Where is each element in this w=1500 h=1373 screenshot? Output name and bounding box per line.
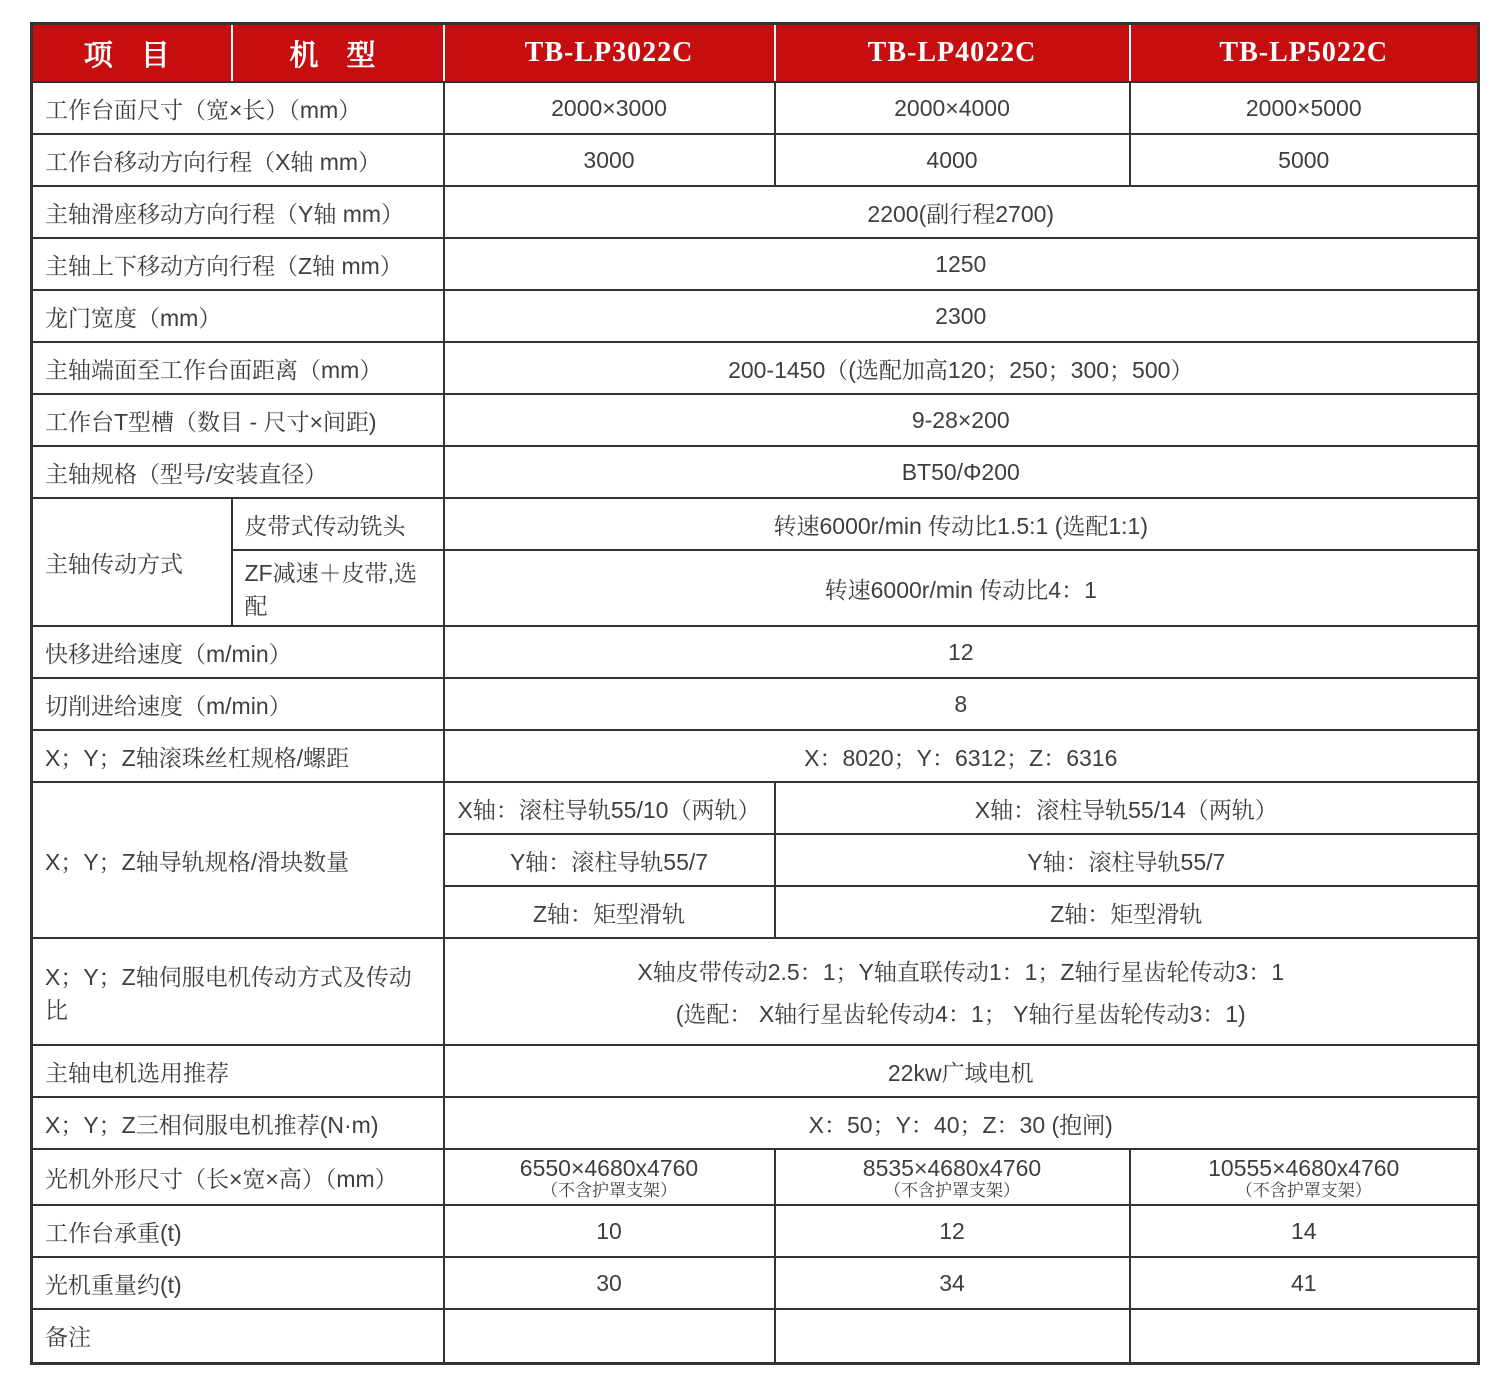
spec-table (30, 22, 1480, 1365)
x-travel-lp3022c: 3000 (444, 134, 775, 186)
gantry-width-value: 2300 (444, 290, 1479, 342)
row-servo-motor (32, 1097, 1479, 1149)
servo-drive-value (444, 938, 1479, 1045)
guideway-y-lp4022c-lp5022c: Y轴：滚柱导轨55/7 (775, 834, 1479, 886)
row-spindle-to-table (32, 342, 1479, 394)
z-travel-value: 1250 (444, 238, 1479, 290)
row-gantry-width (32, 290, 1479, 342)
x-travel-lp4022c: 4000 (775, 134, 1130, 186)
label-spindle-spec: 主轴规格（型号/安装直径） (32, 446, 444, 498)
servo-motor-value: X：50；Y：40；Z：30 (抱闸) (444, 1097, 1479, 1149)
label-remarks: 备注 (32, 1309, 444, 1363)
row-t-slot (32, 394, 1479, 446)
machine-dims-lp3022c (444, 1149, 775, 1205)
machine-dims-lp3022c-value: 6550×4680x4760 (519, 1154, 699, 1181)
row-spindle-spec (32, 446, 1479, 498)
worktable-size-lp5022c: 2000×5000 (1130, 82, 1479, 134)
spec-sheet (30, 22, 1480, 1365)
label-servo-drive: X；Y；Z轴伺服电机传动方式及传动比 (32, 938, 444, 1045)
machine-dims-lp4022c (775, 1149, 1130, 1205)
guideway-z-lp3022c: Z轴：矩型滑轨 (444, 886, 775, 938)
machine-weight-lp5022c: 41 (1130, 1257, 1479, 1309)
label-spindle-drive-zf: ZF减速＋皮带,选配 (232, 550, 444, 626)
remarks-lp3022c (444, 1309, 775, 1363)
row-machine-weight (32, 1257, 1479, 1309)
table-load-lp4022c: 12 (775, 1205, 1130, 1257)
row-rapid-feed (32, 626, 1479, 678)
row-spindle-drive-belt (32, 498, 1479, 550)
row-y-travel (32, 186, 1479, 238)
label-y-travel: 主轴滑座移动方向行程（Y轴 mm） (32, 186, 444, 238)
machine-dims-lp4022c-value: 8535×4680x4760 (862, 1154, 1042, 1181)
label-t-slot: 工作台T型槽（数目 - 尺寸×间距) (32, 394, 444, 446)
table-load-lp5022c: 14 (1130, 1205, 1479, 1257)
machine-weight-lp3022c: 30 (444, 1257, 775, 1309)
row-spindle-drive-zf (32, 550, 1479, 626)
label-machine-dims: 光机外形尺寸（长×宽×高）（mm） (32, 1149, 444, 1205)
header-model-lp3022c: TB-LP3022C (444, 24, 775, 83)
row-guideway-x (32, 782, 1479, 834)
remarks-lp4022c (775, 1309, 1130, 1363)
remarks-lp5022c (1130, 1309, 1479, 1363)
servo-drive-line2: (选配： X轴行星齿轮传动4：1； Y轴行星齿轮传动3：1) (675, 1001, 1246, 1027)
label-guideway: X；Y；Z轴导轨规格/滑块数量 (32, 782, 444, 938)
label-spindle-to-table: 主轴端面至工作台面距离（mm） (32, 342, 444, 394)
label-worktable-size: 工作台面尺寸（宽×长）（mm） (32, 82, 444, 134)
label-spindle-motor: 主轴电机选用推荐 (32, 1045, 444, 1097)
cutting-feed-value: 8 (444, 678, 1479, 730)
row-machine-dims (32, 1149, 1479, 1205)
machine-dims-lp3022c-note: （不含护罩支架） (541, 1180, 677, 1200)
rapid-feed-value: 12 (444, 626, 1479, 678)
label-machine-weight: 光机重量约(t) (32, 1257, 444, 1309)
row-spindle-motor (32, 1045, 1479, 1097)
row-z-travel (32, 238, 1479, 290)
servo-drive-line1: X轴皮带传动2.5：1；Y轴直联传动1：1；Z轴行星齿轮传动3：1 (637, 959, 1285, 985)
label-spindle-drive-belt: 皮带式传动铣头 (232, 498, 444, 550)
row-x-travel (32, 134, 1479, 186)
label-rapid-feed: 快移进给速度（m/min） (32, 626, 444, 678)
machine-dims-lp5022c-note: （不含护罩支架） (1235, 1180, 1372, 1200)
ballscrew-value: X：8020；Y：6312；Z：6316 (444, 730, 1479, 782)
header-item: 项 目 (32, 24, 232, 83)
label-servo-motor: X；Y；Z三相伺服电机推荐(N·m) (32, 1097, 444, 1149)
header-row (32, 24, 1479, 83)
guideway-x-lp3022c: X轴：滚柱导轨55/10（两轨） (444, 782, 775, 834)
machine-dims-lp5022c (1130, 1149, 1479, 1205)
label-z-travel: 主轴上下移动方向行程（Z轴 mm） (32, 238, 444, 290)
spindle-drive-zf-value: 转速6000r/min 传动比4：1 (444, 550, 1479, 626)
t-slot-value: 9-28×200 (444, 394, 1479, 446)
table-load-lp3022c: 10 (444, 1205, 775, 1257)
header-model: 机 型 (232, 24, 444, 83)
guideway-x-lp4022c-lp5022c: X轴：滚柱导轨55/14（两轨） (775, 782, 1479, 834)
header-model-lp4022c: TB-LP4022C (775, 24, 1130, 83)
label-ballscrew: X；Y；Z轴滚珠丝杠规格/螺距 (32, 730, 444, 782)
spindle-to-table-value: 200-1450（(选配加高120；250；300；500） (444, 342, 1479, 394)
row-cutting-feed (32, 678, 1479, 730)
spindle-motor-value: 22kw广域电机 (444, 1045, 1479, 1097)
x-travel-lp5022c: 5000 (1130, 134, 1479, 186)
guideway-y-lp3022c: Y轴：滚柱导轨55/7 (444, 834, 775, 886)
y-travel-value: 2200(副行程2700) (444, 186, 1479, 238)
row-worktable-size (32, 82, 1479, 134)
label-spindle-drive: 主轴传动方式 (32, 498, 232, 626)
row-servo-drive (32, 938, 1479, 1045)
worktable-size-lp4022c: 2000×4000 (775, 82, 1130, 134)
label-gantry-width: 龙门宽度（mm） (32, 290, 444, 342)
label-x-travel: 工作台移动方向行程（X轴 mm） (32, 134, 444, 186)
machine-weight-lp4022c: 34 (775, 1257, 1130, 1309)
label-cutting-feed: 切削进给速度（m/min） (32, 678, 444, 730)
header-model-lp5022c: TB-LP5022C (1130, 24, 1479, 83)
guideway-z-lp4022c-lp5022c: Z轴：矩型滑轨 (775, 886, 1479, 938)
machine-dims-lp5022c-value: 10555×4680x4760 (1208, 1154, 1400, 1181)
spindle-drive-belt-value: 转速6000r/min 传动比1.5:1 (选配1:1) (444, 498, 1479, 550)
spindle-spec-value: BT50/Φ200 (444, 446, 1479, 498)
row-table-load (32, 1205, 1479, 1257)
machine-dims-lp4022c-note: （不含护罩支架） (884, 1180, 1020, 1200)
row-ballscrew (32, 730, 1479, 782)
label-table-load: 工作台承重(t) (32, 1205, 444, 1257)
worktable-size-lp3022c: 2000×3000 (444, 82, 775, 134)
row-remarks (32, 1309, 1479, 1363)
